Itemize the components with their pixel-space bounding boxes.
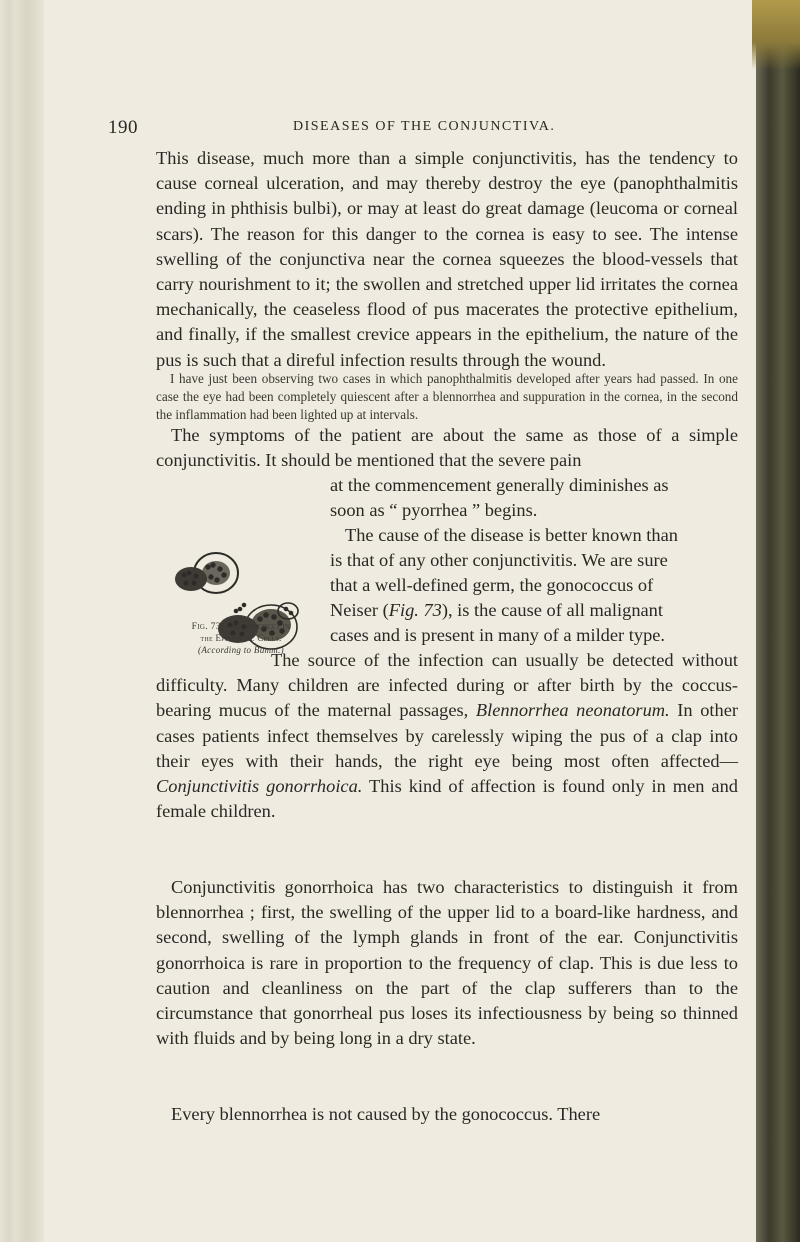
page-gutter <box>0 0 44 1242</box>
wrap-fig-before: Neiser ( <box>330 600 389 620</box>
book-edge <box>756 0 800 1242</box>
term-blennorrhea-neonatorum: Blennorrhea neonatorum. <box>475 700 670 721</box>
wrap-line-4: is that of any other conjunctivitis. We are sure <box>330 550 668 570</box>
paragraph-1: This disease, much more than a simple conjunctivitis, has the tendency to cause corneal ulceration, and may thereby destroy the eye (panophthalmitis ending in phthisis bulbi), or may at least do great damage (leucoma or corneal scars). The reason for this danger to the cornea is easy to see. The intense swelling of the conjunctiva near the cornea squeezes the blood-vessels that carry nourishment to it; the swollen and stretched upper lid irritates the cornea mechanically, the ceaseless flood of pus macerates the protective epithelium, and finally, if the smallest crevice appears in the epithelium, the nature of the pus is such that a direful infection results through the wound. <box>156 148 738 370</box>
book-edge-gilt <box>752 0 800 70</box>
footnote-paragraph: I have just been observing two cases in which panophthalmitis developed after years had passed. In one case the eye had been completely quiescent after a blennorrhea and suppuration in the cornea, in the second the inflammation had been lighted up at intervals. <box>156 371 738 422</box>
page-header <box>108 117 720 139</box>
term-conjunctivitis-gonorrhoica: Conjunctivitis gonorrhoica. <box>156 776 363 797</box>
wrap-fig-after: ), is the cause of all malignant <box>441 600 663 620</box>
figure-caption-line-1: Fig. 73.—Gonococci in <box>191 621 291 632</box>
wrap-line-5: that a well-defined germ, the gonococcus of <box>330 575 654 595</box>
figure-reference: Fig. 73 <box>388 600 442 620</box>
page-number: 190 <box>108 117 138 138</box>
paragraph-3-start: The source of the infection can usually be detected without difficulty. Many children are infected during or after birth by the coccus-bearing mucus of the maternal passages, <box>156 650 738 721</box>
paragraph-4: Conjunctivitis gonorrhoica has two characteristics to distinguish it from blennorrhea ; first, the swelling of the upper lid to a board-like hardness, and second, swelling of the lymph glands in front of the ear. Conjunctivitis gonorrhoica is rare in proportion to the frequency of clap. This is due less to caution and cleanliness on the part of the clap sufferers than to the circumstance that gonorrheal pus loses its infectiousness by being so thinned with fluids and by being long in a dry state. <box>156 877 738 1049</box>
running-title: DISEASES OF THE CONJUNCTIVA. <box>293 119 556 134</box>
paragraph-3-mid: In other cases patients infect themselves by carelessly wiping the pus of a clap into their eyes with their hands, the right eye being most often affected— <box>156 700 738 771</box>
wrap-line-3: The cause of the disease is better known than <box>345 525 678 545</box>
wrap-line-2: soon as “ pyorrhea ” begins. <box>330 500 538 520</box>
paragraph-3 <box>156 648 738 824</box>
figure-caption-line-3: (According to Bumm.) <box>198 645 284 655</box>
figure-caption-line-2: the Epithelial Cells. <box>200 633 282 643</box>
wrap-line-1: at the commencement generally diminishes as <box>330 475 669 495</box>
wrap-line-7: cases and is present in many of a milder type. <box>330 625 666 645</box>
wrap-line-6 <box>330 598 663 623</box>
paragraph-2-intro: The symptoms of the patient are about the same as those of a simple conjunctivitis. It should be mentioned that the severe pain <box>156 425 738 471</box>
paragraph-3-end: This kind of affection is found only in men and female children. <box>156 776 738 822</box>
paragraph-5: Every blennorrhea is not caused by the gonococcus. There <box>171 1104 601 1124</box>
